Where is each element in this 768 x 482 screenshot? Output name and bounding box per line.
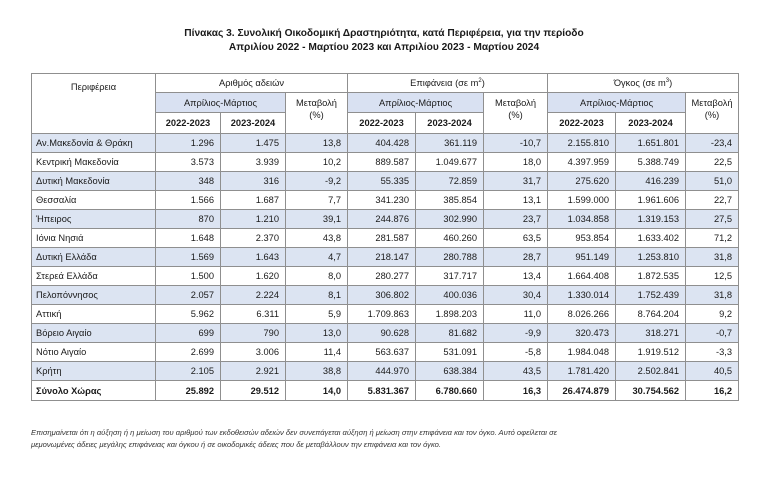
area-change-cell: 31,7 bbox=[484, 172, 548, 191]
volume-change-cell: 16,2 bbox=[686, 381, 739, 401]
volume-2023-2024-cell: 1.651.801 bbox=[616, 134, 686, 153]
permits-change-cell: 8,0 bbox=[286, 267, 348, 286]
footnote-line-1: Επισημαίνεται ότι η αύξηση ή η μείωση του αριθμού των εκδοθεισών αδειών δεν συνεπάγεται αύξηση ή μείωση στην επιφάνεια και τον όγκο. Αυτό οφείλεται σε bbox=[31, 428, 557, 437]
permits-2022-2023-cell: 699 bbox=[156, 324, 221, 343]
volume-2022-2023-cell: 1.034.858 bbox=[548, 210, 616, 229]
area-change-header bbox=[484, 93, 548, 134]
area-2023-2024-cell: 81.682 bbox=[416, 324, 484, 343]
volume-2023-2024-cell: 5.388.749 bbox=[616, 153, 686, 172]
permits-2022-2023-cell: 1.569 bbox=[156, 248, 221, 267]
permits-2023-2024-cell: 3.006 bbox=[221, 343, 286, 362]
volume-2023-2024-cell: 416.239 bbox=[616, 172, 686, 191]
area-2023-2024-cell: 280.788 bbox=[416, 248, 484, 267]
volume-2022-2023-cell: 4.397.959 bbox=[548, 153, 616, 172]
area-2022-2023-cell: 563.637 bbox=[348, 343, 416, 362]
volume-2023-2024-cell: 1.752.439 bbox=[616, 286, 686, 305]
title-line-1: Πίνακας 3. Συνολική Οικοδομική Δραστηριότητα, κατά Περιφέρεια, για την περίοδο bbox=[184, 28, 584, 39]
permits-2023-2024-cell: 316 bbox=[221, 172, 286, 191]
volume-2022-2023-cell: 26.474.879 bbox=[548, 381, 616, 401]
region-cell: Στερεά Ελλάδα bbox=[32, 267, 156, 286]
area-2022-2023-cell: 244.876 bbox=[348, 210, 416, 229]
area-header-sup: 2 bbox=[478, 77, 482, 84]
region-cell: Δυτική Μακεδονία bbox=[32, 172, 156, 191]
region-header: Περιφέρεια bbox=[32, 74, 156, 134]
permits-2023-2024-cell: 1.643 bbox=[221, 248, 286, 267]
area-change-cell: -9,9 bbox=[484, 324, 548, 343]
area-2022-2023-cell: 889.587 bbox=[348, 153, 416, 172]
table-row bbox=[32, 324, 739, 343]
permits-change-cell: 13,8 bbox=[286, 134, 348, 153]
volume-change-cell: 22,5 bbox=[686, 153, 739, 172]
volume-2023-2024-cell: 1.919.512 bbox=[616, 343, 686, 362]
volume-period-header: Απρίλιος-Μάρτιος bbox=[548, 93, 686, 113]
area-2023-2024-cell: 385.854 bbox=[416, 191, 484, 210]
permits-2023-2024-cell: 3.939 bbox=[221, 153, 286, 172]
change-unit: (%) bbox=[704, 110, 720, 120]
area-change-cell: 63,5 bbox=[484, 229, 548, 248]
volume-2022-2023-cell: 8.026.266 bbox=[548, 305, 616, 324]
volume-2023-2024-cell: 30.754.562 bbox=[616, 381, 686, 401]
permits-change-cell: 8,1 bbox=[286, 286, 348, 305]
volume-change-cell: 31,8 bbox=[686, 248, 739, 267]
footnote-line-2: μεμονωμένες άδειες μεγάλης επιφάνειας και όγκου ή σε οικοδομικές άδειες που δε μεταβάλλουν την επιφάνεια και τον όγκο. bbox=[31, 440, 442, 449]
permits-2023-2024-cell: 29.512 bbox=[221, 381, 286, 401]
area-period-header: Απρίλιος-Μάρτιος bbox=[348, 93, 484, 113]
permits-2022-2023-cell: 870 bbox=[156, 210, 221, 229]
permits-change-cell: 7,7 bbox=[286, 191, 348, 210]
area-change-cell: 11,0 bbox=[484, 305, 548, 324]
table-row bbox=[32, 343, 739, 362]
volume-change-cell: 31,8 bbox=[686, 286, 739, 305]
volume-year2-header: 2023-2024 bbox=[616, 113, 686, 134]
area-change-cell: 43,5 bbox=[484, 362, 548, 381]
area-2023-2024-cell: 1.049.677 bbox=[416, 153, 484, 172]
area-2022-2023-cell: 306.802 bbox=[348, 286, 416, 305]
area-header-text: Επιφάνεια (σε m bbox=[410, 78, 479, 89]
volume-change-cell: 9,2 bbox=[686, 305, 739, 324]
area-2023-2024-cell: 638.384 bbox=[416, 362, 484, 381]
permits-2023-2024-cell: 1.210 bbox=[221, 210, 286, 229]
table-row bbox=[32, 248, 739, 267]
area-2023-2024-cell: 72.859 bbox=[416, 172, 484, 191]
volume-2023-2024-cell: 2.502.841 bbox=[616, 362, 686, 381]
volume-2022-2023-cell: 1.599.000 bbox=[548, 191, 616, 210]
volume-change-header bbox=[686, 93, 739, 134]
volume-2023-2024-cell: 1.633.402 bbox=[616, 229, 686, 248]
permits-change-header bbox=[286, 93, 348, 134]
volume-2023-2024-cell: 1.319.153 bbox=[616, 210, 686, 229]
volume-2022-2023-cell: 1.664.408 bbox=[548, 267, 616, 286]
table-row bbox=[32, 267, 739, 286]
volume-change-cell: 27,5 bbox=[686, 210, 739, 229]
area-2023-2024-cell: 400.036 bbox=[416, 286, 484, 305]
area-change-cell: -5,8 bbox=[484, 343, 548, 362]
regional-construction-table bbox=[31, 73, 739, 401]
table-row bbox=[32, 172, 739, 191]
volume-change-cell: 71,2 bbox=[686, 229, 739, 248]
region-cell: Θεσσαλία bbox=[32, 191, 156, 210]
region-cell: Βόρειο Αιγαίο bbox=[32, 324, 156, 343]
permits-change-cell: 11,4 bbox=[286, 343, 348, 362]
volume-change-cell: 40,5 bbox=[686, 362, 739, 381]
region-cell: Κρήτη bbox=[32, 362, 156, 381]
permits-group-header: Αριθμός αδειών bbox=[156, 74, 348, 93]
area-2022-2023-cell: 280.277 bbox=[348, 267, 416, 286]
region-cell: Αττική bbox=[32, 305, 156, 324]
region-cell: Ιόνια Νησιά bbox=[32, 229, 156, 248]
permits-2022-2023-cell: 1.296 bbox=[156, 134, 221, 153]
volume-2022-2023-cell: 953.854 bbox=[548, 229, 616, 248]
area-change-cell: 28,7 bbox=[484, 248, 548, 267]
area-2023-2024-cell: 361.119 bbox=[416, 134, 484, 153]
volume-2022-2023-cell: 275.620 bbox=[548, 172, 616, 191]
volume-change-cell: -23,4 bbox=[686, 134, 739, 153]
permits-2022-2023-cell: 25.892 bbox=[156, 381, 221, 401]
volume-2023-2024-cell: 1.961.606 bbox=[616, 191, 686, 210]
volume-2022-2023-cell: 1.330.014 bbox=[548, 286, 616, 305]
permits-2023-2024-cell: 790 bbox=[221, 324, 286, 343]
permits-2022-2023-cell: 1.500 bbox=[156, 267, 221, 286]
area-change-cell: 30,4 bbox=[484, 286, 548, 305]
area-2022-2023-cell: 404.428 bbox=[348, 134, 416, 153]
table-row bbox=[32, 153, 739, 172]
permits-year2-header: 2023-2024 bbox=[221, 113, 286, 134]
table-row bbox=[32, 305, 739, 324]
permits-2023-2024-cell: 2.370 bbox=[221, 229, 286, 248]
permits-2022-2023-cell: 2.057 bbox=[156, 286, 221, 305]
volume-change-cell: -0,7 bbox=[686, 324, 739, 343]
volume-2023-2024-cell: 1.253.810 bbox=[616, 248, 686, 267]
permits-2022-2023-cell: 1.648 bbox=[156, 229, 221, 248]
total-row bbox=[32, 381, 739, 401]
permits-change-cell: 38,8 bbox=[286, 362, 348, 381]
permits-2022-2023-cell: 2.105 bbox=[156, 362, 221, 381]
volume-group-header bbox=[548, 74, 739, 93]
region-cell: Πελοπόννησος bbox=[32, 286, 156, 305]
volume-header-suffix: ) bbox=[669, 78, 673, 89]
permits-2023-2024-cell: 1.620 bbox=[221, 267, 286, 286]
area-2022-2023-cell: 1.709.863 bbox=[348, 305, 416, 324]
volume-change-cell: 22,7 bbox=[686, 191, 739, 210]
permits-2023-2024-cell: 1.475 bbox=[221, 134, 286, 153]
volume-2022-2023-cell: 951.149 bbox=[548, 248, 616, 267]
area-2022-2023-cell: 341.230 bbox=[348, 191, 416, 210]
table-row bbox=[32, 362, 739, 381]
table-row bbox=[32, 191, 739, 210]
area-2023-2024-cell: 302.990 bbox=[416, 210, 484, 229]
area-2023-2024-cell: 531.091 bbox=[416, 343, 484, 362]
volume-2023-2024-cell: 8.764.204 bbox=[616, 305, 686, 324]
volume-change-cell: 51,0 bbox=[686, 172, 739, 191]
area-2023-2024-cell: 460.260 bbox=[416, 229, 484, 248]
region-cell: Δυτική Ελλάδα bbox=[32, 248, 156, 267]
permits-2022-2023-cell: 3.573 bbox=[156, 153, 221, 172]
permits-2022-2023-cell: 2.699 bbox=[156, 343, 221, 362]
area-2022-2023-cell: 55.335 bbox=[348, 172, 416, 191]
area-change-cell: 23,7 bbox=[484, 210, 548, 229]
area-2022-2023-cell: 90.628 bbox=[348, 324, 416, 343]
permits-2023-2024-cell: 1.687 bbox=[221, 191, 286, 210]
permits-2023-2024-cell: 2.224 bbox=[221, 286, 286, 305]
volume-header-text: Όγκος (σε m bbox=[613, 78, 666, 89]
region-cell: Κεντρική Μακεδονία bbox=[32, 153, 156, 172]
permits-change-cell: -9,2 bbox=[286, 172, 348, 191]
volume-2022-2023-cell: 2.155.810 bbox=[548, 134, 616, 153]
permits-change-cell: 14,0 bbox=[286, 381, 348, 401]
volume-2023-2024-cell: 318.271 bbox=[616, 324, 686, 343]
permits-change-cell: 10,2 bbox=[286, 153, 348, 172]
area-2023-2024-cell: 6.780.660 bbox=[416, 381, 484, 401]
table-row bbox=[32, 134, 739, 153]
region-cell: Σύνολο Χώρας bbox=[32, 381, 156, 401]
area-2023-2024-cell: 1.898.203 bbox=[416, 305, 484, 324]
area-change-cell: 18,0 bbox=[484, 153, 548, 172]
area-2023-2024-cell: 317.717 bbox=[416, 267, 484, 286]
area-2022-2023-cell: 5.831.367 bbox=[348, 381, 416, 401]
permits-year1-header: 2022-2023 bbox=[156, 113, 221, 134]
permits-change-cell: 13,0 bbox=[286, 324, 348, 343]
region-cell: Αν.Μακεδονία & Θράκη bbox=[32, 134, 156, 153]
permits-change-cell: 5,9 bbox=[286, 305, 348, 324]
table-title bbox=[0, 27, 768, 55]
region-cell: Νότιο Αιγαίο bbox=[32, 343, 156, 362]
header-row-groups bbox=[32, 74, 739, 93]
volume-year1-header: 2022-2023 bbox=[548, 113, 616, 134]
area-year2-header: 2023-2024 bbox=[416, 113, 484, 134]
permits-change-cell: 43,8 bbox=[286, 229, 348, 248]
volume-2023-2024-cell: 1.872.535 bbox=[616, 267, 686, 286]
change-label: Μεταβολή bbox=[495, 98, 536, 108]
table-row bbox=[32, 286, 739, 305]
permits-change-cell: 4,7 bbox=[286, 248, 348, 267]
permits-2023-2024-cell: 2.921 bbox=[221, 362, 286, 381]
area-change-cell: 16,3 bbox=[484, 381, 548, 401]
change-label: Μεταβολή bbox=[296, 98, 337, 108]
table-row bbox=[32, 210, 739, 229]
table-row bbox=[32, 229, 739, 248]
permits-2023-2024-cell: 6.311 bbox=[221, 305, 286, 324]
permits-period-header: Απρίλιος-Μάρτιος bbox=[156, 93, 286, 113]
volume-change-cell: 12,5 bbox=[686, 267, 739, 286]
area-2022-2023-cell: 218.147 bbox=[348, 248, 416, 267]
permits-change-cell: 39,1 bbox=[286, 210, 348, 229]
area-2022-2023-cell: 281.587 bbox=[348, 229, 416, 248]
change-unit: (%) bbox=[508, 110, 523, 120]
area-change-cell: 13,4 bbox=[484, 267, 548, 286]
area-group-header bbox=[348, 74, 548, 93]
area-change-cell: 13,1 bbox=[484, 191, 548, 210]
footnote bbox=[31, 427, 743, 451]
volume-change-cell: -3,3 bbox=[686, 343, 739, 362]
change-unit: (%) bbox=[309, 110, 324, 120]
area-year1-header: 2022-2023 bbox=[348, 113, 416, 134]
volume-2022-2023-cell: 1.984.048 bbox=[548, 343, 616, 362]
permits-2022-2023-cell: 348 bbox=[156, 172, 221, 191]
volume-header-sup: 3 bbox=[665, 77, 670, 84]
area-change-cell: -10,7 bbox=[484, 134, 548, 153]
area-header-suffix: ) bbox=[481, 78, 485, 89]
region-cell: Ήπειρος bbox=[32, 210, 156, 229]
permits-2022-2023-cell: 1.566 bbox=[156, 191, 221, 210]
title-line-2: Απριλίου 2022 - Μαρτίου 2023 και Απριλίου 2023 - Μαρτίου 2024 bbox=[228, 42, 540, 53]
volume-2022-2023-cell: 1.781.420 bbox=[548, 362, 616, 381]
area-2022-2023-cell: 444.970 bbox=[348, 362, 416, 381]
permits-2022-2023-cell: 5.962 bbox=[156, 305, 221, 324]
change-label: Μεταβολή bbox=[691, 98, 733, 108]
table-body bbox=[32, 134, 739, 401]
volume-2022-2023-cell: 320.473 bbox=[548, 324, 616, 343]
